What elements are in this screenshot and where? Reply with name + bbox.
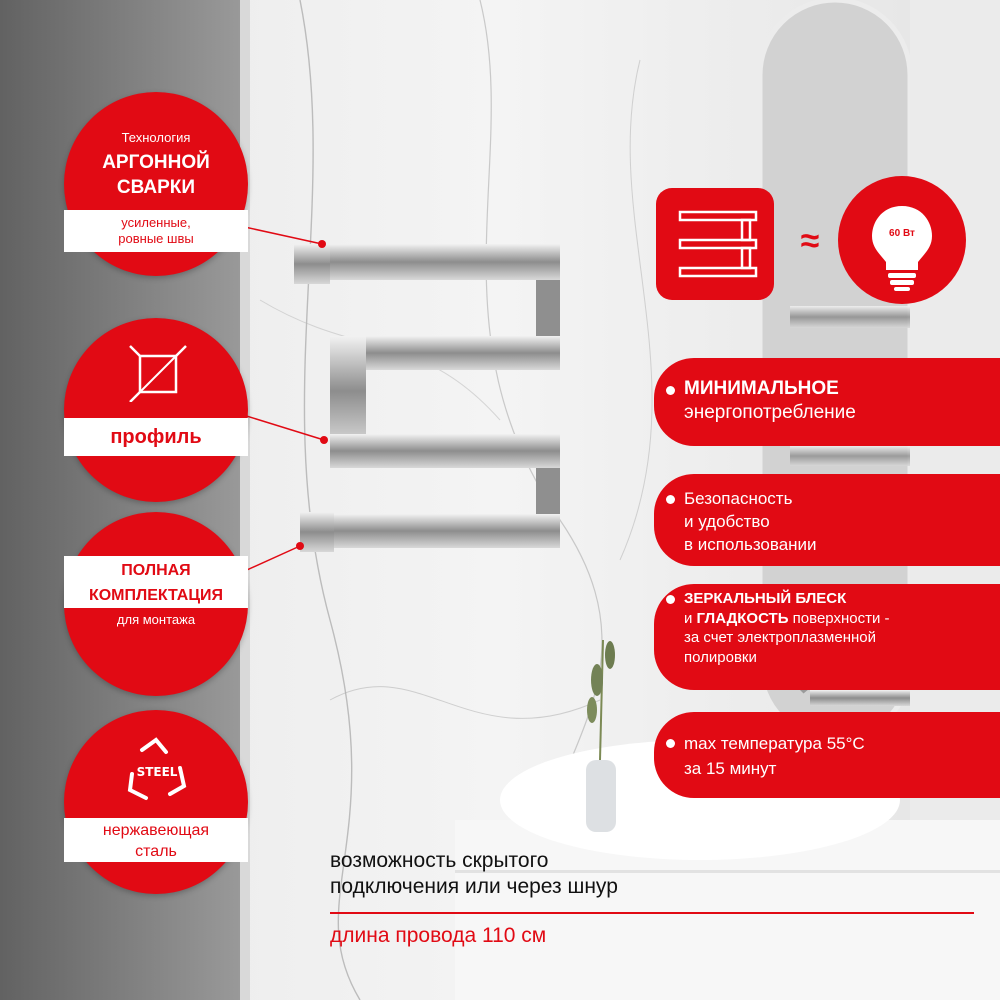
safety-line-2: и удобство: [684, 512, 770, 531]
shine-line-1: ЗЕРКАЛЬНЫЙ БЛЕСК: [684, 590, 847, 607]
light-bulb-icon: [838, 176, 966, 304]
full-kit-band: [64, 556, 248, 608]
towel-rail-icon: [656, 188, 774, 300]
temperature-line-1: max температура 55°C: [684, 734, 865, 753]
temperature-line-2: за 15 минут: [684, 759, 777, 778]
safety-line-1: Безопасность: [684, 489, 793, 508]
argon-welding-title: [64, 150, 248, 200]
even-seams-label: ровные швы: [118, 231, 194, 246]
smoothness-label: ГЛАДКОСТЬ: [696, 609, 789, 627]
stainless-label: нержавеющая: [102, 822, 210, 839]
steel-icon-text: STEEL: [136, 765, 178, 779]
safety-feature: [654, 474, 1000, 566]
wire-length-label: длина провода 110 см: [330, 924, 547, 947]
energy-title: МИНИМАЛЬНОЕ: [684, 378, 839, 399]
stainless-band: [64, 818, 248, 862]
towel-rail-icon-box: [656, 188, 774, 300]
watt-label: 60 Вт: [889, 228, 915, 239]
welding-line: СВАРКИ: [116, 177, 196, 198]
bulb-badge: [838, 176, 966, 304]
surface-label: поверхности -: [788, 609, 890, 627]
welding-seams-band: [64, 210, 248, 252]
mirror-shine-feature: [654, 584, 1000, 690]
safety-line-3: в использовании: [684, 535, 817, 554]
profile-badge: [64, 318, 248, 502]
kit-label: КОМПЛЕКТАЦИЯ: [88, 587, 224, 604]
temperature-feature: [654, 712, 1000, 798]
full-kit-badge: [64, 512, 248, 696]
argon-welding-badge: [64, 92, 248, 276]
full-label: ПОЛНАЯ: [121, 562, 191, 579]
profile-band: профиль: [64, 418, 248, 456]
red-divider: [330, 912, 974, 914]
bullet-dot: [666, 595, 675, 604]
energy-subtitle: энергопотребление: [684, 402, 856, 423]
shine-prefix: и: [684, 609, 697, 627]
connection-text: [330, 848, 618, 900]
energy-feature: [654, 358, 1000, 446]
approx-symbol: ≈: [800, 222, 820, 260]
reinforced-label: усиленные,: [121, 215, 191, 230]
for-mounting-label: для монтажа: [116, 612, 196, 627]
shine-line-4: полировки: [684, 648, 757, 666]
shine-line-3: за счет электроплазменной: [684, 629, 876, 646]
steel-recycle-icon: [120, 734, 194, 808]
bullet-dot: [666, 386, 675, 395]
stainless-steel-badge: [64, 710, 248, 894]
steel-label: сталь: [135, 843, 177, 860]
bullet-dot: [666, 495, 675, 504]
argon-line: АРГОННОЙ: [102, 152, 210, 173]
bullet-dot: [666, 739, 675, 748]
square-profile-icon: [122, 334, 196, 402]
connection-line-2: подключения или через шнур: [330, 875, 618, 898]
shine-line-2: [684, 609, 1000, 629]
connection-line-1: возможность скрытого: [330, 849, 549, 872]
technology-label: Технология: [121, 130, 191, 145]
